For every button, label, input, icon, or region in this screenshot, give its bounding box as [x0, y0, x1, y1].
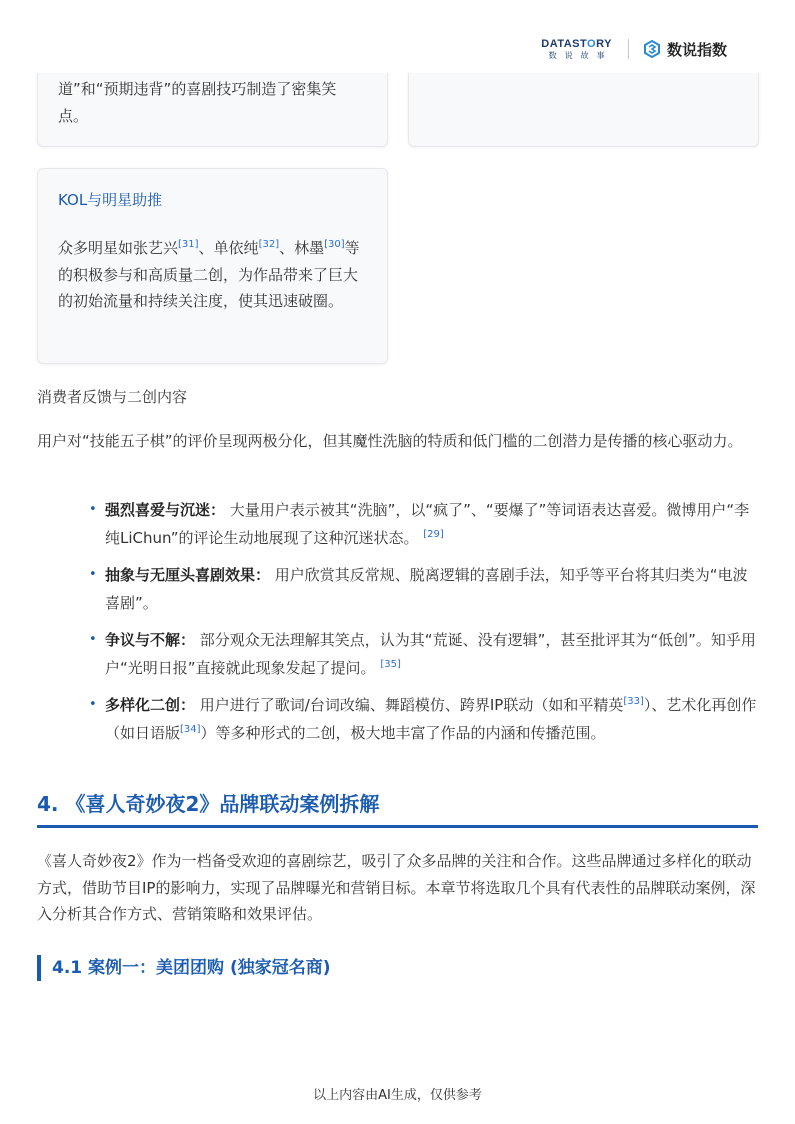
- citation-link[interactable]: [34]: [180, 724, 201, 735]
- section-heading: 4. 《喜人奇妙夜2》品牌联动案例拆解: [37, 788, 758, 828]
- bullet-icon: •: [89, 632, 97, 647]
- datastory-logo: DATASTORY 数说故事: [541, 37, 613, 60]
- footer-disclaimer: 以上内容由AI生成，仅供参考: [313, 1088, 482, 1103]
- citation-link[interactable]: [35]: [380, 659, 401, 670]
- bullet-icon: •: [89, 502, 97, 517]
- shuzhi-logo: 数说指数: [643, 39, 727, 60]
- list-item: • 多样化二创： 用户进行了歌词/台词改编、舞蹈模仿、跨界IP联动（如和平精英[33]）、艺术化再创作（如日语版[34]）等多种形式的二创，极大地丰富了作品的内涵和传播范围。: [87, 691, 758, 747]
- logo-divider: [628, 39, 629, 59]
- citation-link[interactable]: [33]: [623, 696, 644, 707]
- kol-card: [37, 168, 388, 364]
- citation-link[interactable]: [31]: [178, 239, 199, 250]
- section-label: 消费者反馈与二创内容: [37, 388, 188, 406]
- citation-link[interactable]: [30]: [324, 239, 345, 250]
- list-item: • 强烈喜爱与沉迷： 大量用户表示被其“洗脑”，以“疯了”、“要爆了”等词语表达喜爱。微博用户“李纯LiChun”的评论生动地展现了这种沉迷状态。 [29]: [87, 496, 758, 552]
- intro-paragraph: 用户对“技能五子棋”的评价呈现两极分化，但其魔性洗脑的特质和低门槛的二创潜力是传播的核心驱动力。: [37, 432, 743, 450]
- kol-card-text: 众多明星如张艺兴[31]、单依纯[32]、林墨[30]等的积极参与和高质量二创，为作品带来了巨大的初始流量和持续关注度，使其迅速破圈。: [58, 239, 360, 310]
- citation-link[interactable]: [32]: [258, 239, 280, 250]
- section-body-paragraph: 《喜人奇妙夜2》作为一档备受欢迎的喜剧综艺，吸引了众多品牌的关注和合作。这些品牌通过多样化的联动方式，借助节目IP的影响力，实现了品牌曝光和营销目标。本章节将选取几个具有代表性的品牌联动案例，深入分析其合作方式、营销策略和效果评估。: [37, 852, 756, 923]
- bullet-icon: •: [89, 697, 97, 712]
- list-item: • 争议与不解： 部分观众无法理解其笑点，认为其“荒诞、没有逻辑”，甚至批评其为“低创”。知乎用户“光明日报”直接就此现象发起了提问。 [35]: [87, 626, 758, 682]
- prev-card-text: 道”和“预期违背”的喜剧技巧制造了密集笑点。: [58, 80, 337, 125]
- subsection-heading: 4.1 案例一：美团团购 (独家冠名商): [37, 955, 331, 981]
- feedback-list: [87, 496, 758, 756]
- kol-card-title: KOL与明星助推: [58, 191, 163, 209]
- header-logos: [541, 36, 727, 62]
- shuzhi-logo-icon: [643, 40, 661, 58]
- list-item: • 抽象与无厘头喜剧效果： 用户欣赏其反常规、脱离逻辑的喜剧手法，知乎等平台将其归类为“电波喜剧”。: [87, 561, 758, 617]
- citation-link[interactable]: [29]: [423, 529, 444, 540]
- bullet-icon: •: [89, 567, 97, 582]
